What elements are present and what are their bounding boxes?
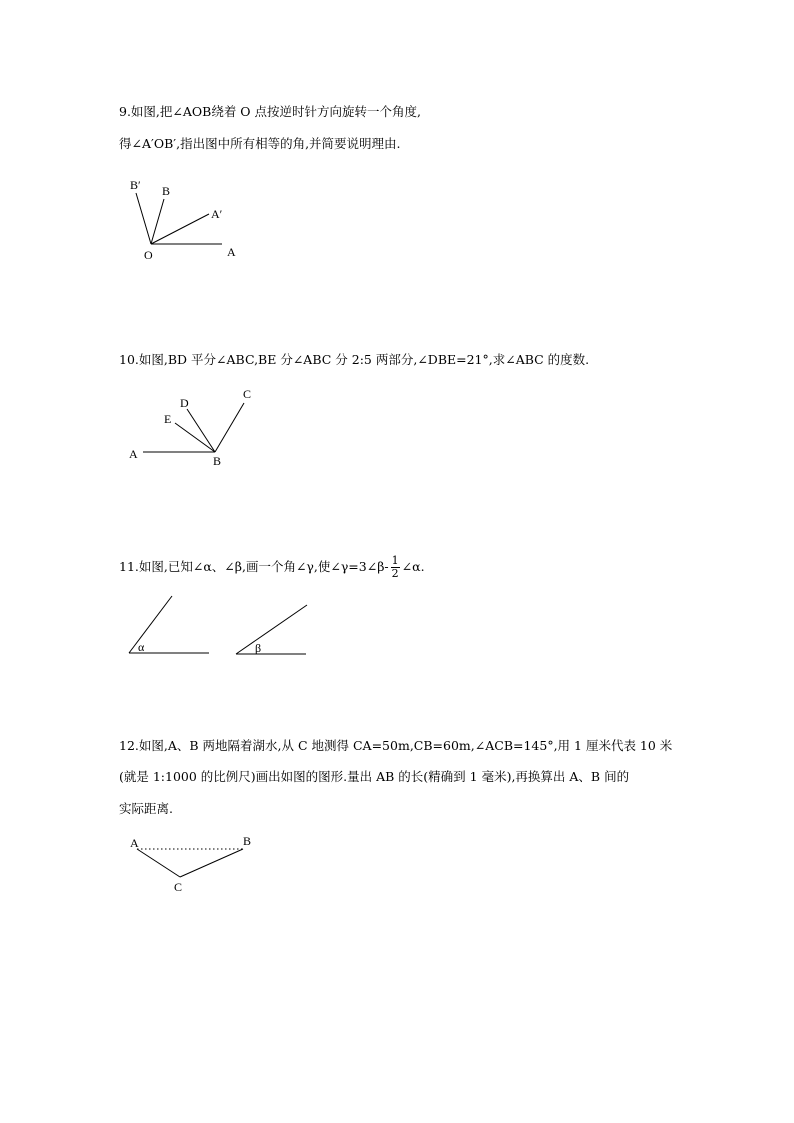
q12-label-B: B: [243, 834, 252, 848]
q9-ray-OB: [151, 199, 164, 244]
q10-label-D: D: [180, 396, 189, 410]
q11-fraction-numerator: 1: [391, 554, 399, 567]
q10-ray-BD: [187, 409, 215, 452]
q12-label-C: C: [174, 880, 183, 894]
q11-label-alpha: α: [138, 640, 145, 654]
q10-label-C: C: [243, 387, 252, 401]
q11-text-line1: [119, 555, 425, 580]
q9-text-line2: 得∠A′OB′,指出图中所有相等的角,并简要说明理由.: [119, 136, 401, 151]
q11-angle-beta: [236, 605, 307, 654]
q9-ray-OA-prime: [151, 214, 209, 244]
q10-figure: [143, 403, 244, 452]
q9-label-B-prime: B′: [130, 178, 141, 192]
q11-text-prefix: 11.如图,已知∠α、∠β,画一个角∠γ,使∠γ=3∠β-: [119, 559, 389, 574]
q9-label-A: A: [227, 245, 236, 259]
q12-text-line3: 实际距离.: [119, 801, 173, 816]
q10-ray-BE: [175, 423, 215, 452]
q12-text-line2: (就是 1:1000 的比例尺)画出如图的图形.量出 AB 的长(精确到 1 毫米),再换算出 A、B 间的: [119, 769, 630, 784]
q11-fraction: [391, 555, 400, 580]
q9-label-A-prime: A′: [211, 207, 223, 221]
q9-label-O: O: [144, 248, 153, 262]
q12-figure: [137, 849, 243, 877]
q11-label-beta: β: [255, 641, 262, 655]
q9-text-line1: 9.如图,把∠AOB绕着 O 点按逆时针方向旋转一个角度,: [119, 104, 422, 119]
q10-label-A: A: [129, 447, 138, 461]
q10-label-E: E: [164, 412, 172, 426]
q9-figure: [136, 193, 222, 244]
q10-text-line1: 10.如图,BD 平分∠ABC,BE 分∠ABC 分 2:5 两部分,∠DBE=21°,求∠ABC 的度数.: [119, 352, 590, 367]
q12-text-line1: 12.如图,A、B 两地隔着湖水,从 C 地测得 CA=50m,CB=60m,∠ACB=145°,用 1 厘米代表 10 米: [119, 738, 673, 753]
q12-segment-BC: [180, 849, 243, 877]
q9-label-B: B: [162, 184, 171, 198]
q11-text-suffix: ∠α.: [401, 559, 425, 574]
q10-label-B: B: [213, 454, 222, 468]
q12-label-A: A: [130, 836, 139, 850]
q10-ray-BC: [215, 403, 244, 452]
q11-fraction-denominator: 2: [391, 567, 399, 580]
q12-segment-AC: [137, 849, 180, 877]
q9-ray-OB-prime: [136, 193, 151, 244]
